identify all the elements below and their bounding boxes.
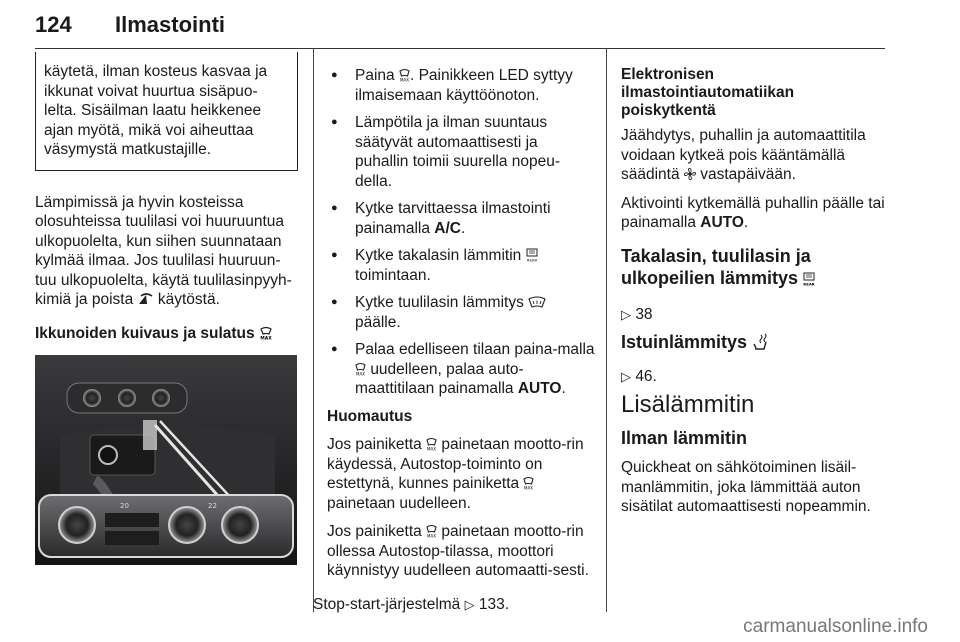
air-heater-heading: Ilman lämmitin: [621, 427, 748, 448]
stop-start-reference[interactable]: Stop-start-järjestelmä ▷ 133.: [313, 595, 510, 613]
note-paragraph-1: Jos painiketta MAX painetaan mootto-rin käydessä, Autostop-toiminto on estettynä, kunnes painiketta MAX painetaan uudelleen.: [327, 436, 584, 512]
page-reference-arrow-icon: ▷: [621, 368, 631, 384]
column-divider-1: [313, 48, 314, 612]
svg-text:MAX: MAX: [260, 336, 272, 340]
page-reference-arrow-icon: ▷: [621, 306, 631, 322]
windscreen-heating-icon: [528, 296, 546, 308]
windscreen-defrost-max-icon: [426, 437, 437, 451]
svg-text:MAX: MAX: [400, 77, 409, 82]
windscreen-defrost-max-icon: [355, 362, 366, 376]
rear-window-heating-icon: [526, 248, 538, 262]
windscreen-defrost-max-icon: [399, 68, 410, 82]
column-2: [313, 66, 595, 623]
note-paragraph-2: Jos painiketta MAX painetaan mootto-rin ollessa Autostop-tilassa, moottori käynnistyy uudelleen automaatti-sesti.: [327, 523, 589, 579]
seat-heating-heading: Istuinlämmitys: [621, 333, 889, 353]
defrost-steps-list: [327, 66, 595, 399]
column-1: [35, 52, 298, 565]
list-item: ● Kytke tuulilasin lämmitys päälle.: [327, 293, 595, 332]
column-divider-2: [606, 48, 607, 612]
warning-text: käytetä, ilman kosteus kasvaa ja ikkunat voivat huurtua sisäpuo-lelta. Sisäilman laatu heikkenee ajan myötä, mikä voi aiheuttaa väsymystä matkustajille.: [44, 63, 268, 158]
list-item: ● Palaa edelliseen tilaan paina-malla MAX uudelleen, palaa auto-maattitilaan painamalla AUTO.: [327, 340, 595, 399]
auto-climate-off-heading: Elektronisen ilmastointiautomatiikan poiskytkentä: [621, 66, 795, 119]
fan-icon: [684, 168, 696, 180]
auto-climate-off-paragraph: Jäähdytys, puhallin ja automaattitila voidaan kytkeä pois kääntämällä säädintä vastapäivään.: [621, 127, 866, 183]
page-reference-arrow-icon: ▷: [464, 596, 475, 612]
list-item: ● Kytke tarvittaessa ilmastointi painamalla A/C.: [327, 199, 595, 238]
header-rule: [35, 48, 885, 49]
windscreen-defrost-max-icon: [259, 326, 273, 340]
section-title: Ilmastointi: [115, 12, 226, 37]
seat-heating-icon: [752, 333, 770, 351]
column-3: [621, 66, 889, 526]
svg-text:MAX: MAX: [524, 485, 534, 490]
svg-text:MAX: MAX: [356, 371, 365, 376]
windscreen-wiper-icon: [138, 292, 154, 306]
svg-text:MAX: MAX: [427, 446, 437, 451]
defog-paragraph: Lämpimissä ja hyvin kosteissa olosuhteissa tuulilasi voi huuruuntua ulkopuolelta, kun siihen suunnataan kylmää ilmaa. Jos tuulilasi huuruun-tuu ulkopuolelta, käytä tuulilasinpyyh-kimiä ja poista käytöstä.: [35, 193, 292, 308]
climate-control-photo: [35, 355, 297, 565]
windscreen-defrost-max-icon: [426, 524, 437, 538]
note-heading: Huomautus: [327, 407, 413, 425]
list-item: ● Lämpötila ja ilman suuntaus säätyvät automaattisesti ja puhallin toimii suurella nopeu-della.: [327, 113, 595, 191]
quickheat-paragraph: Quickheat on sähkötoiminen lisäil-manlämmitin, joka lämmittää auton sisätilat automaattisesti nopeammin.: [621, 459, 871, 515]
defrost-subheading: Ikkunoiden kuivaus ja sulatus MAX: [35, 324, 272, 342]
windscreen-defrost-max-icon: [523, 476, 534, 490]
activation-paragraph: Aktivointi kytkemällä puhallin päälle tai painamalla AUTO.: [621, 194, 885, 231]
window-mirror-heating-heading: Takalasin, tuulilasin ja ulkopeilien lämmitys REAR: [621, 245, 815, 288]
svg-text:REAR: REAR: [526, 257, 537, 262]
auxiliary-heater-heading: Lisälämmitin: [621, 391, 755, 418]
reference-46[interactable]: ▷ 46.: [621, 367, 657, 385]
list-item: ● Paina MAX . Painikkeen LED syttyy ilmaisemaan käyttöönoton.: [327, 66, 595, 105]
rear-window-heating-icon: [803, 272, 815, 286]
reference-38[interactable]: ▷ 38: [621, 305, 653, 323]
watermark: carmanualsonline.info: [743, 616, 928, 637]
svg-text:MAX: MAX: [427, 533, 437, 538]
page-number: 124: [35, 12, 72, 37]
photo-display-right: 22: [208, 502, 217, 510]
svg-text:REAR: REAR: [803, 281, 815, 286]
photo-display-left: 20: [120, 502, 129, 510]
list-item: ● Kytke takalasin lämmitin REAR toimintaan.: [327, 246, 595, 285]
warning-box: [35, 52, 298, 171]
